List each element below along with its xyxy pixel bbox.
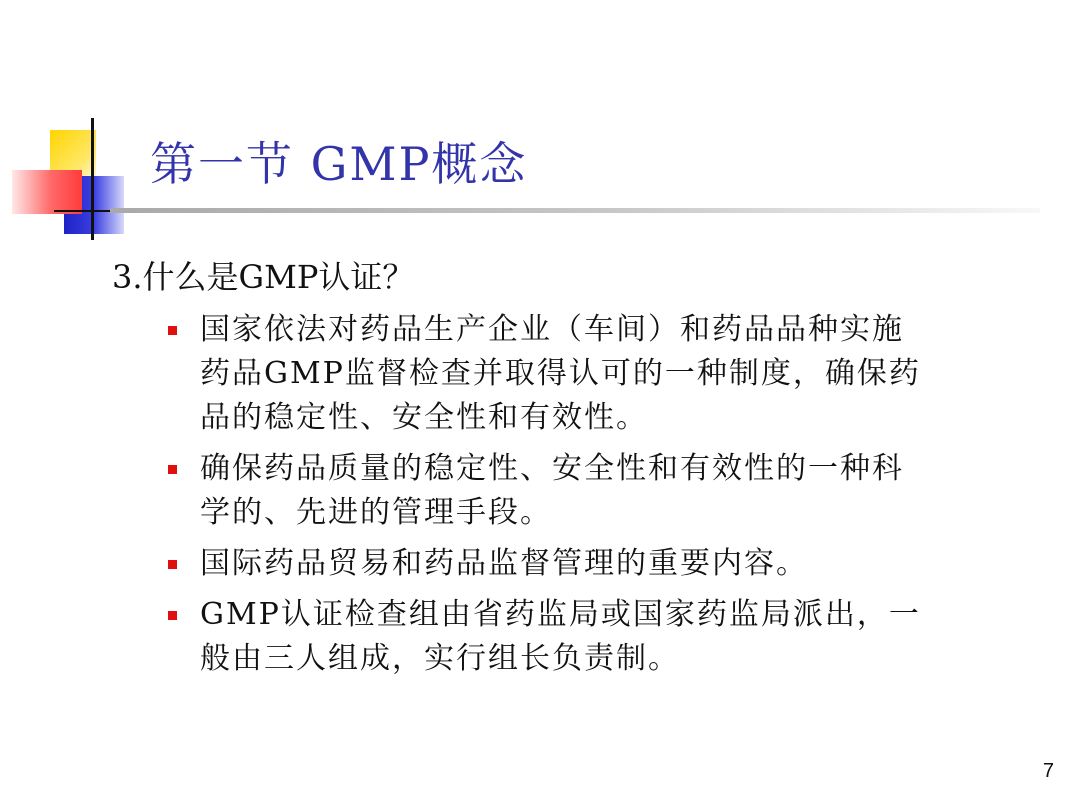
- page-number: 7: [1042, 760, 1054, 782]
- bullet-item: [160, 447, 1000, 535]
- bullet-text-line: 国家依法对药品生产企业（车间）和药品品种实施: [200, 312, 904, 347]
- bullet-text-line: GMP认证检查组由省药监局或国家药监局派出，一: [200, 597, 921, 632]
- bullet-text-line: 药品GMP监督检查并取得认可的一种制度，确保药: [200, 356, 921, 391]
- bullet-list: [160, 308, 1000, 688]
- bullet-text-line: 般由三人组成，实行组长负责制。: [200, 641, 680, 676]
- bullet-marker-icon: [168, 560, 177, 569]
- vertical-line: [91, 118, 94, 240]
- section-subheading: 3.什么是GMP认证？: [112, 258, 415, 296]
- bullet-marker-icon: [168, 465, 177, 474]
- red-square: [12, 170, 82, 214]
- slide-title: 第一节 GMP概念: [150, 137, 528, 191]
- bullet-item: [160, 542, 1000, 586]
- bullet-text-line: 国际药品贸易和药品监督管理的重要内容。: [200, 546, 808, 581]
- bullet-text-line: 品的稳定性、安全性和有效性。: [200, 400, 648, 435]
- bullet-item: [160, 308, 1000, 440]
- title-divider: [110, 208, 1040, 213]
- horizontal-line: [54, 210, 118, 212]
- bullet-item: [160, 593, 1000, 681]
- bullet-text-line: 学的、先进的管理手段。: [200, 495, 552, 530]
- bullet-marker-icon: [168, 326, 177, 335]
- bullet-text-line: 确保药品质量的稳定性、安全性和有效性的一种科: [200, 451, 904, 486]
- bullet-marker-icon: [168, 611, 177, 620]
